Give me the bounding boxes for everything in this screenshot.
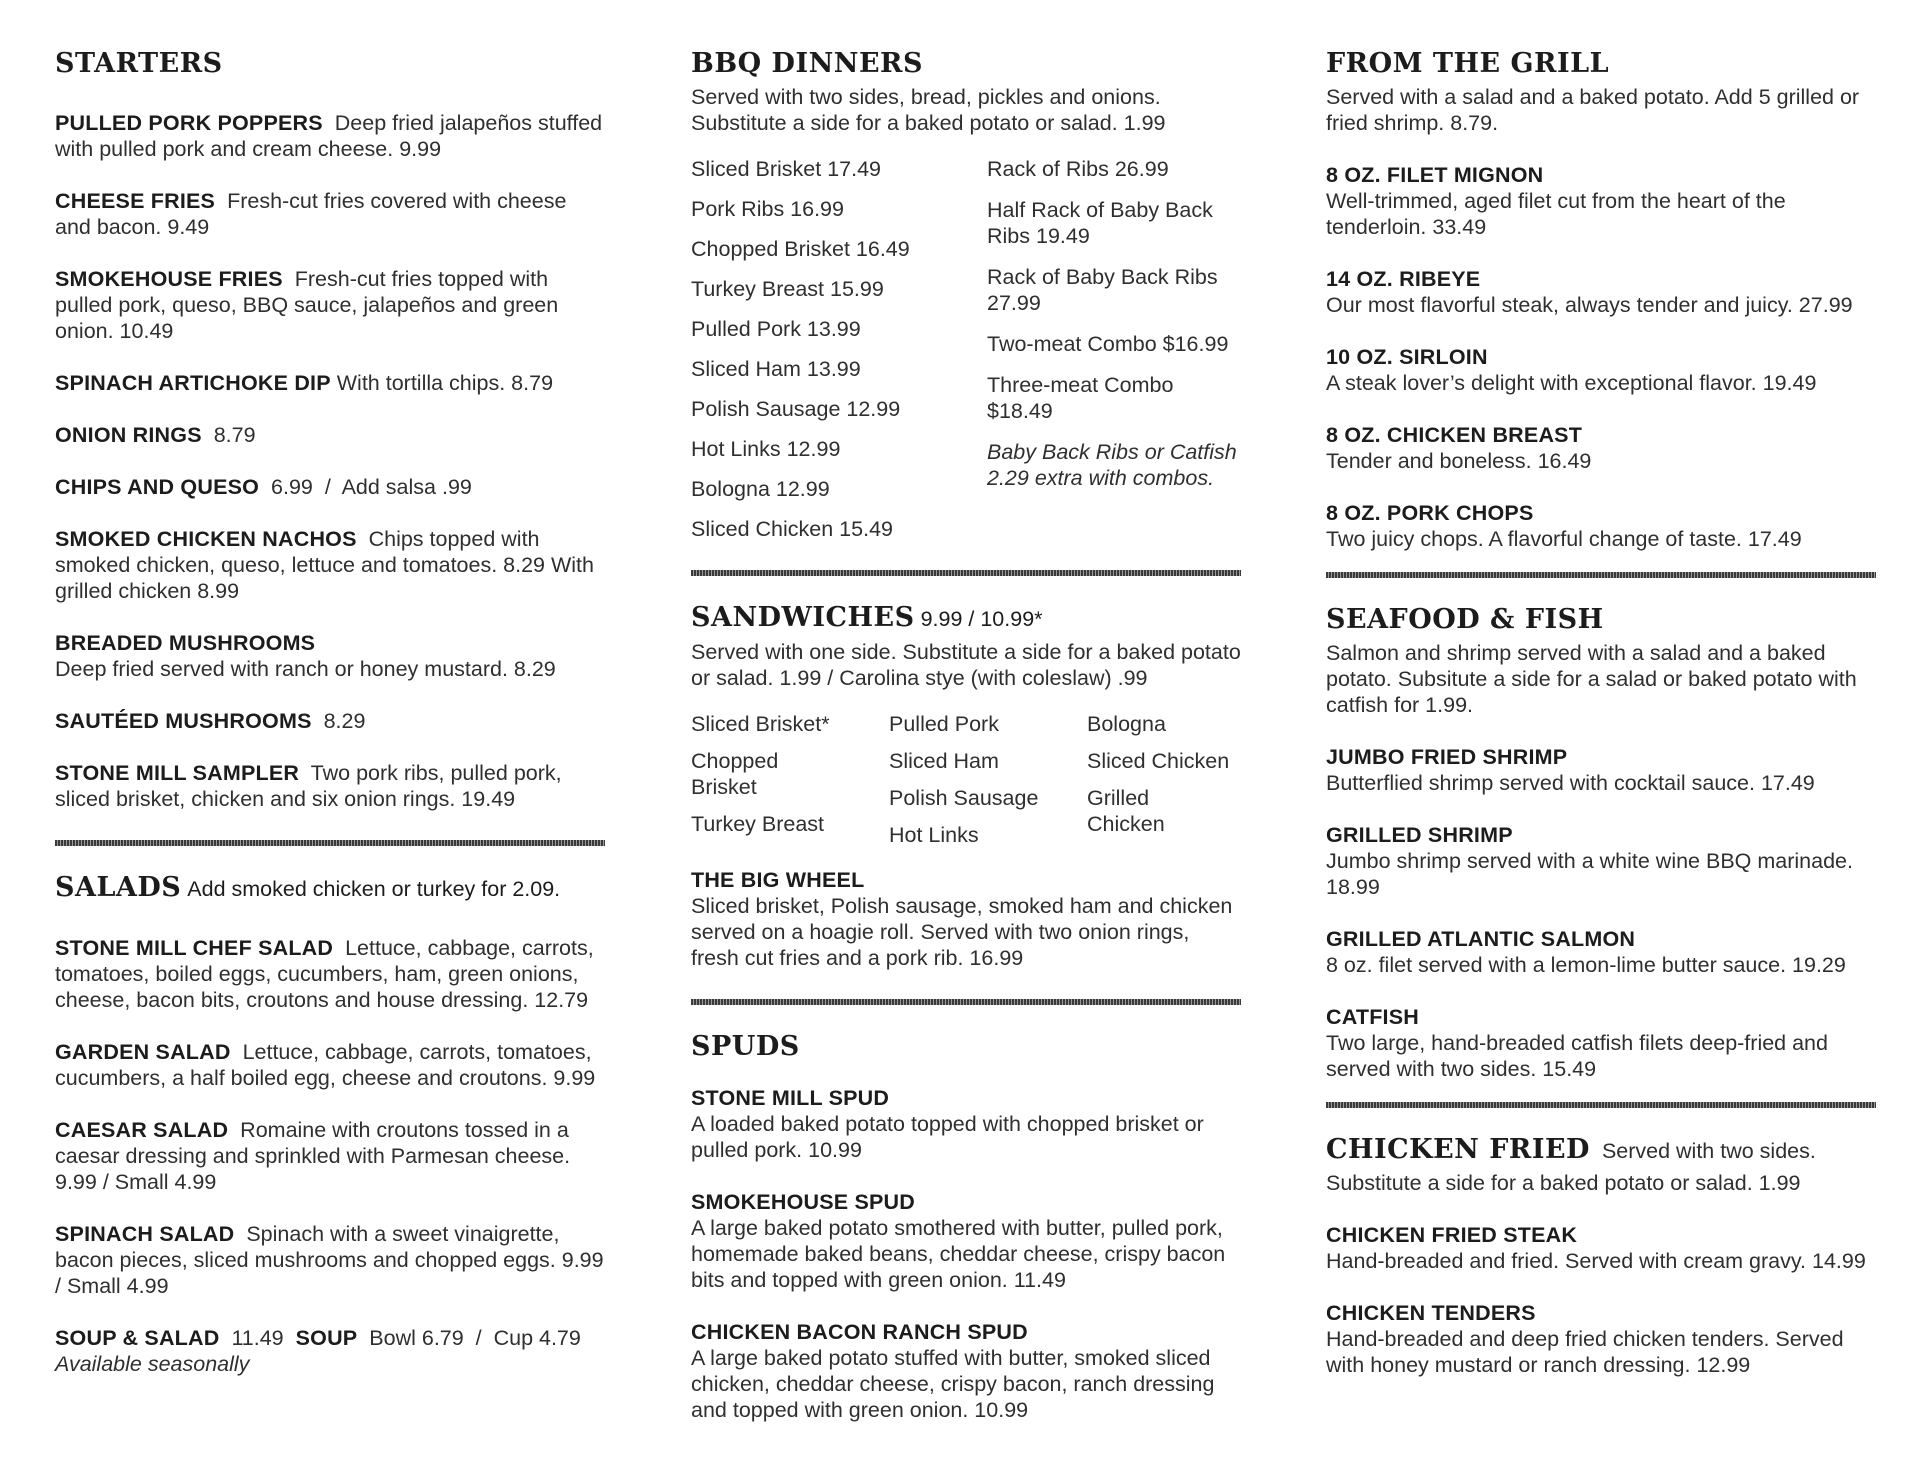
column-left (55, 44, 605, 1377)
item-desc: Fresh-cut fries covered with cheese and bacon. 9.49 (55, 189, 567, 239)
item-desc: 8.79 (213, 423, 256, 447)
menu-item (1326, 344, 1876, 396)
seasonal-note: Available seasonally (55, 1352, 250, 1376)
item-desc: Romaine with croutons tossed in a caesar dressing and sprinkled with Parmesan cheese. 9.99 / Small 4.99 (55, 1118, 571, 1194)
item-desc: Jumbo shrimp served with a white wine BBQ marinade. 18.99 (1326, 849, 1853, 899)
list-item: Sliced Brisket* (691, 712, 830, 736)
menu-item (1326, 926, 1876, 978)
sandwiches-price: 9.99 / 10.99* (920, 607, 1043, 631)
soup-price: Bowl 6.79 / Cup 4.79 (369, 1326, 581, 1350)
item-name: BREADED MUSHROOMS (55, 631, 316, 655)
sandwiches-title (691, 598, 1241, 639)
item-name: CHEESE FRIES (55, 189, 216, 213)
menu-item (1326, 266, 1876, 318)
list-item: Hot Links (889, 823, 979, 847)
list-item: Polish Sausage 12.99 (691, 397, 901, 421)
item-name: CHICKEN FRIED STEAK (1326, 1223, 1578, 1247)
item-desc: Lettuce, cabbage, carrots, tomatoes, cucumbers, a half boiled egg, cheese and croutons. 9.99 (55, 1040, 596, 1090)
item-desc: Lettuce, cabbage, carrots, tomatoes, boiled eggs, cucumbers, ham, green onions, cheese, bacon bits, croutons and house dressing. 12.79 (55, 936, 594, 1012)
section-divider (1326, 1102, 1876, 1108)
list-item: Pulled Pork 13.99 (691, 317, 861, 341)
item-desc: Hand-breaded and fried. Served with cream gravy. 14.99 (1326, 1249, 1866, 1273)
item-price: 11.49 (231, 1326, 284, 1350)
list-item: Pork Ribs 16.99 (691, 197, 844, 221)
item-desc: Our most flavorful steak, always tender and juicy. 27.99 (1326, 293, 1853, 317)
item-name: 8 OZ. CHICKEN BREAST (1326, 423, 1583, 447)
item-name: STONE MILL SPUD (691, 1086, 890, 1110)
combo-note: Baby Back Ribs or Catfish 2.29 extra with combos. (987, 440, 1237, 490)
list-item: Rack of Ribs 26.99 (987, 157, 1169, 181)
menu-item (691, 1189, 1241, 1293)
item-desc: Two juicy chops. A flavorful change of taste. 17.49 (1326, 527, 1802, 551)
sandwich-col-2 (889, 711, 1087, 859)
item-name: SOUP & SALAD (55, 1326, 220, 1350)
section-divider (55, 840, 605, 846)
menu-item (1326, 822, 1876, 900)
grill-intro: Served with a salad and a baked potato. Add 5 grilled or fried shrimp. 8.79. (1326, 85, 1860, 135)
bbq-list-right (987, 156, 1241, 556)
item-desc: A large baked potato smothered with butter, pulled pork, homemade baked beans, cheddar cheese, crispy bacon bits and topped with green onion. 11.49 (691, 1216, 1226, 1292)
item-name: CHICKEN TENDERS (1326, 1301, 1536, 1325)
item-desc: Butterflied shrimp served with cocktail sauce. 17.49 (1326, 771, 1815, 795)
item-desc: 8.29 (323, 709, 366, 733)
column-middle (691, 44, 1241, 1423)
item-desc: Chips topped with smoked chicken, queso, lettuce and tomatoes. 8.29 With grilled chicken 8.99 (55, 527, 594, 603)
starters-title: STARTERS (55, 48, 223, 79)
sandwiches-intro: Served with one side. Substitute a side for a baked potato or salad. 1.99 / Carolina stye (with coleslaw) .99 (691, 640, 1241, 690)
item-desc: Two pork ribs, pulled pork, sliced brisket, chicken and six onion rings. 19.49 (55, 761, 562, 811)
menu-item (1326, 1004, 1876, 1082)
item-name: 14 OZ. RIBEYE (1326, 267, 1481, 291)
menu-item (1326, 1222, 1876, 1274)
menu-item (55, 474, 605, 500)
item-desc: 8 oz. filet served with a lemon-lime butter sauce. 19.29 (1326, 953, 1846, 977)
item-desc: Sliced brisket, Polish sausage, smoked ham and chicken served on a hoagie roll. Served with two onion rings, fresh cut fries and a pork rib. 16.99 (691, 894, 1233, 970)
list-item: Two-meat Combo $16.99 (987, 332, 1229, 356)
list-item: Grilled Chicken (1087, 786, 1165, 836)
menu-item (55, 370, 605, 396)
menu-item (55, 1325, 605, 1377)
menu-item (55, 422, 605, 448)
item-name: GRILLED ATLANTIC SALMON (1326, 927, 1636, 951)
item-desc: Two large, hand-breaded catfish filets deep-fried and served with two sides. 15.49 (1326, 1031, 1828, 1081)
menu-item (1326, 1300, 1876, 1378)
list-item: Sliced Brisket 17.49 (691, 157, 882, 181)
item-name: CHIPS AND QUESO (55, 475, 260, 499)
item-name: CHICKEN BACON RANCH SPUD (691, 1320, 1028, 1344)
menu-item (55, 266, 605, 344)
item-desc: A steak lover’s delight with exceptional flavor. 19.49 (1326, 371, 1817, 395)
menu-item (55, 708, 605, 734)
item-name: ONION RINGS (55, 423, 202, 447)
item-name: 10 OZ. SIRLOIN (1326, 345, 1488, 369)
item-name: GRILLED SHRIMP (1326, 823, 1513, 847)
item-name: STONE MILL CHEF SALAD (55, 936, 334, 960)
item-desc: With tortilla chips. 8.79 (336, 371, 554, 395)
list-item: Sliced Ham (889, 749, 999, 773)
sandwich-list (691, 711, 1241, 859)
item-desc: Spinach with a sweet vinaigrette, bacon pieces, sliced mushrooms and chopped eggs. 9.99 / Small 4.99 (55, 1222, 604, 1298)
menu-item (691, 1319, 1241, 1423)
list-item: Three-meat Combo $18.49 (987, 373, 1174, 423)
menu-item (55, 760, 605, 812)
salads-title (55, 868, 605, 909)
list-item: Turkey Breast 15.99 (691, 277, 884, 301)
item-name: 8 OZ. PORK CHOPS (1326, 501, 1534, 525)
list-item: Chopped Brisket (691, 749, 779, 799)
item-desc: A large baked potato stuffed with butter, smoked sliced chicken, cheddar cheese, crispy bacon, ranch dressing and topped with green onion. 10.99 (691, 1346, 1215, 1422)
list-item: Bologna (1087, 712, 1166, 736)
menu-item (1326, 422, 1876, 474)
item-desc: Deep fried served with ranch or honey mustard. 8.29 (55, 657, 556, 681)
menu-item (1326, 500, 1876, 552)
menu-item (691, 867, 1241, 971)
item-desc: A loaded baked potato topped with chopped brisket or pulled pork. 10.99 (691, 1112, 1204, 1162)
bbq-title: BBQ DINNERS (691, 48, 923, 79)
item-name: CAESAR SALAD (55, 1118, 229, 1142)
item-desc: Tender and boneless. 16.49 (1326, 449, 1592, 473)
list-item: Rack of Baby Back Ribs 27.99 (987, 265, 1218, 315)
spuds-title: SPUDS (691, 1031, 800, 1062)
item-name: CATFISH (1326, 1005, 1419, 1029)
list-item: Half Rack of Baby Back Ribs 19.49 (987, 198, 1213, 248)
list-item: Sliced Ham 13.99 (691, 357, 861, 381)
menu-item (55, 526, 605, 604)
item-name: SMOKED CHICKEN NACHOS (55, 527, 357, 551)
chicken-fried-header (1326, 1130, 1876, 1196)
list-item: Sliced Chicken 15.49 (691, 517, 893, 541)
menu-item (691, 1085, 1241, 1163)
column-right (1326, 44, 1876, 1378)
item-name: SPINACH ARTICHOKE DIP (55, 371, 331, 395)
list-item: Hot Links 12.99 (691, 437, 841, 461)
bbq-list (691, 156, 1241, 556)
menu-item (55, 188, 605, 240)
soup-name: SOUP (295, 1326, 358, 1350)
seafood-title: SEAFOOD & FISH (1326, 604, 1604, 635)
item-name: 8 OZ. FILET MIGNON (1326, 163, 1544, 187)
item-name: GARDEN SALAD (55, 1040, 231, 1064)
grill-title: FROM THE GRILL (1326, 48, 1610, 79)
menu-item (55, 935, 605, 1013)
item-desc: Hand-breaded and deep fried chicken tenders. Served with honey mustard or ranch dressing. 12.99 (1326, 1327, 1844, 1377)
item-name: STONE MILL SAMPLER (55, 761, 300, 785)
list-item: Pulled Pork (889, 712, 999, 736)
menu-item (1326, 162, 1876, 240)
seafood-intro: Salmon and shrimp served with a salad and a baked potato. Subsitute a side for a salad or baked potato with catfish for 1.99. (1326, 641, 1857, 717)
sandwiches-title-text: SANDWICHES (691, 602, 915, 633)
menu-item (55, 1039, 605, 1091)
section-divider (1326, 572, 1876, 578)
menu-item (55, 110, 605, 162)
item-name: SMOKEHOUSE FRIES (55, 267, 283, 291)
list-item: Turkey Breast (691, 812, 825, 836)
chicken-fried-title: CHICKEN FRIED (1326, 1134, 1590, 1165)
item-desc: Deep fried jalapeños stuffed with pulled pork and cream cheese. 9.99 (55, 111, 603, 161)
item-name: SAUTÉED MUSHROOMS (55, 709, 312, 733)
item-desc: 6.99 / Add salsa .99 (271, 475, 472, 499)
list-item: Sliced Chicken (1087, 749, 1230, 773)
chicken-fried-note: Served with two sides. Substitute a side for a baked potato or salad. 1.99 (1326, 1139, 1816, 1195)
item-name: SPINACH SALAD (55, 1222, 235, 1246)
item-name: SMOKEHOUSE SPUD (691, 1190, 916, 1214)
menu-item (55, 1221, 605, 1299)
menu-item (55, 1117, 605, 1195)
salads-note: Add smoked chicken or turkey for 2.09. (187, 877, 561, 901)
item-desc: Fresh-cut fries topped with pulled pork, queso, BBQ sauce, jalapeños and green onion. 10.49 (55, 267, 559, 343)
list-item: Polish Sausage (889, 786, 1039, 810)
item-name: JUMBO FRIED SHRIMP (1326, 745, 1568, 769)
sandwich-col-3 (1087, 711, 1241, 859)
menu-item (1326, 744, 1876, 796)
menu-item (55, 630, 605, 682)
list-item: Chopped Brisket 16.49 (691, 237, 910, 261)
section-divider (691, 999, 1241, 1005)
item-desc: Well-trimmed, aged filet cut from the heart of the tenderloin. 33.49 (1326, 189, 1786, 239)
list-item: Bologna 12.99 (691, 477, 830, 501)
bbq-list-left (691, 156, 987, 556)
item-name: PULLED PORK POPPERS (55, 111, 323, 135)
sandwich-col-1 (691, 711, 889, 859)
bbq-intro: Served with two sides, bread, pickles and onions. Substitute a side for a baked potato or salad. 1.99 (691, 85, 1166, 135)
item-name: THE BIG WHEEL (691, 868, 865, 892)
section-divider (691, 570, 1241, 576)
salads-title-text: SALADS (55, 872, 182, 903)
